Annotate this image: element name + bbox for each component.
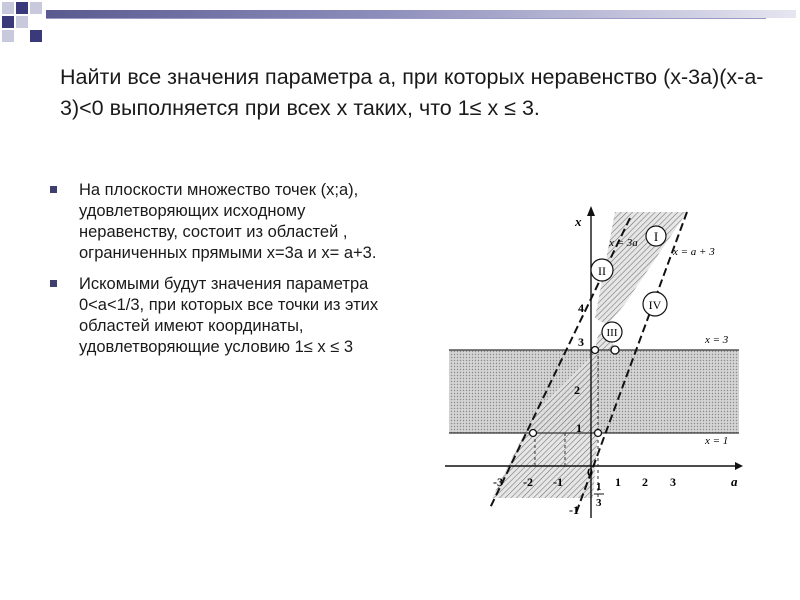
- decor-square: [30, 2, 42, 14]
- header-rule: [46, 18, 766, 19]
- point-marker: [530, 430, 537, 437]
- line-x-3a-label: x = 3a: [609, 237, 638, 249]
- axis-a-arrow: [735, 462, 743, 470]
- bullet-marker: [50, 280, 57, 287]
- tick-label: 3: [578, 335, 584, 349]
- header-bar: [46, 10, 796, 18]
- fraction-numerator: 1: [596, 481, 602, 493]
- fraction-denominator: 3: [596, 497, 602, 509]
- decor-square: [16, 2, 28, 14]
- tick-label: -1: [553, 475, 563, 489]
- bullet-item: [50, 180, 400, 264]
- point-marker: [611, 346, 619, 354]
- decor-square: [2, 16, 14, 28]
- decor-square: [30, 30, 42, 42]
- bullet-list: [50, 180, 400, 368]
- tick-label: 1: [615, 475, 621, 489]
- tick-label: -1: [569, 503, 579, 517]
- line-x-a3-label: x = a + 3: [673, 246, 715, 258]
- bullet-marker: [50, 186, 57, 193]
- decor-square: [2, 30, 14, 42]
- tick-label: 2: [642, 475, 648, 489]
- axis-a-label: a: [731, 474, 738, 489]
- bullet-item: [50, 274, 400, 358]
- point-marker: [595, 430, 602, 437]
- region-label-IV: IV: [648, 298, 662, 312]
- region-label-I: I: [653, 229, 659, 244]
- decor-square: [2, 2, 14, 14]
- tick-label: 4: [578, 301, 584, 315]
- bullet-text: Искомыми будут значения параметра 0<a<1/3, при которых все точки из этих областей имеют координаты, удовлетворяющие условию 1≤ x ≤ 3: [79, 275, 379, 356]
- slide-title: Найти все значения параметра а, при которых неравенство (x-3a)(x-a-3)<0 выполняется при всех x таких, что 1≤ x ≤ 3.: [60, 65, 764, 120]
- axis-x-arrow: [587, 206, 595, 216]
- hline-x3-label: x = 3: [705, 334, 729, 346]
- graph-svg: [435, 200, 755, 520]
- point-marker: [592, 347, 599, 354]
- tick-label: 3: [670, 475, 676, 489]
- tick-label: -3: [493, 475, 503, 489]
- bullet-text: На плоскости множество точек (x;a), удовлетворяющих исходному неравенству, состоит из областей , ограниченных прямыми x=3a и x= a+3.: [79, 181, 377, 262]
- tick-label: 0: [587, 465, 593, 479]
- region-label-III: III: [606, 327, 618, 339]
- region-label-II: II: [598, 264, 606, 278]
- graph-figure: [435, 200, 755, 520]
- tick-label: 1: [576, 421, 582, 435]
- tick-label: -2: [523, 475, 533, 489]
- axis-x-label: x: [575, 214, 582, 229]
- decor-square: [16, 16, 28, 28]
- tick-label: 2: [574, 383, 580, 397]
- hline-x1-label: x = 1: [705, 435, 729, 447]
